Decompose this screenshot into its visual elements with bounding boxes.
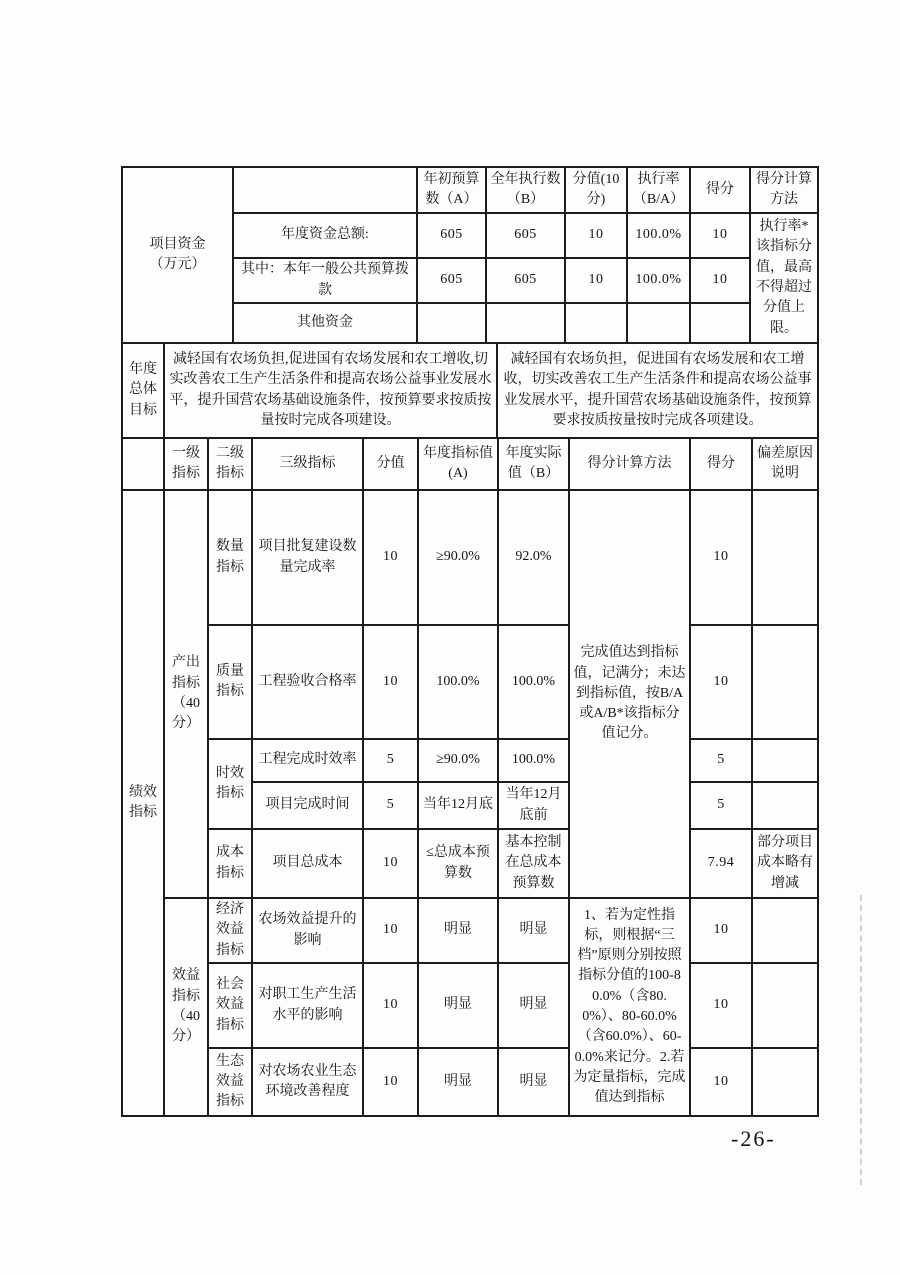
level3-indicator-label: 对农场农业生态环境改善程度 xyxy=(252,1048,363,1116)
funding-header-points: 分值(10分) xyxy=(565,167,627,213)
evaluation-tables xyxy=(121,166,819,1117)
level2-indicator-label: 生态效益指标 xyxy=(208,1048,252,1116)
performance-indicator-table xyxy=(121,437,819,1117)
funding-budget-value xyxy=(417,303,486,343)
indicator-target-value: ≥90.0% xyxy=(418,490,498,625)
funding-header-exec-rate: 执行率（B/A） xyxy=(627,167,690,213)
level2-indicator-label: 经济效益指标 xyxy=(208,898,252,963)
level3-indicator-label: 项目完成时间 xyxy=(252,782,363,829)
funding-exec-rate-value: 100.0% xyxy=(627,258,690,303)
indicator-target-value: 100.0% xyxy=(418,625,498,739)
indicator-score-value: 10 xyxy=(690,1048,752,1116)
funding-executed-value: 605 xyxy=(486,258,565,303)
funding-executed-value: 605 xyxy=(486,213,565,258)
indicator-target-value: 明显 xyxy=(418,898,498,963)
indicator-row-social-benefit xyxy=(122,963,818,1048)
indicator-header-deviation: 偏差原因说明 xyxy=(752,438,818,490)
indicator-points-value: 10 xyxy=(363,898,418,963)
indicator-deviation-note xyxy=(752,625,818,739)
indicator-header-row xyxy=(122,438,818,490)
funding-section-label xyxy=(122,167,233,343)
indicator-score-value: 10 xyxy=(690,490,752,625)
project-funding-table xyxy=(121,166,819,344)
indicator-header-actual: 年度实际值（B） xyxy=(498,438,569,490)
indicator-actual-value: 明显 xyxy=(498,1048,569,1116)
funding-budget-value: 605 xyxy=(417,213,486,258)
indicator-header-score: 得分 xyxy=(690,438,752,490)
benefit-indicator-group-label: 效益指标（40分） xyxy=(164,898,208,1116)
indicator-deviation-note xyxy=(752,898,818,963)
indicator-target-value: 当年12月底 xyxy=(418,782,498,829)
indicator-points-value: 10 xyxy=(363,490,418,625)
indicator-header-method: 得分计算方法 xyxy=(569,438,690,490)
output-score-method-text: 完成值达到指标值，记满分；未达到指标值，按B/A或A/B*该指标分值记分。 xyxy=(569,490,690,898)
annual-goal-label: 年度总体目标 xyxy=(122,343,164,438)
level2-indicator-label: 社会效益指标 xyxy=(208,963,252,1048)
funding-row-label: 年度资金总额: xyxy=(233,213,417,258)
indicator-deviation-note xyxy=(752,739,818,782)
funding-header-executed-b: 全年执行数（B） xyxy=(486,167,565,213)
annual-goal-left-text: 减轻国有农场负担,促进国有农场发展和农工增收,切实改善农工生产生活条件和提高农场公益事业发展水平，提升国营农场基础设施条件，按预算要求按质按量按时完成各项建设。 xyxy=(164,343,497,438)
funding-header-budget-a: 年初预算数（A） xyxy=(417,167,486,213)
indicator-actual-value: 92.0% xyxy=(498,490,569,625)
indicator-actual-value: 基本控制在总成本预算数 xyxy=(498,829,569,898)
indicator-target-value: ≤总成本预算数 xyxy=(418,829,498,898)
output-indicator-group-label: 产出指标（40分） xyxy=(164,490,208,898)
indicator-target-value: ≥90.0% xyxy=(418,739,498,782)
funding-row-label: 其他资金 xyxy=(233,303,417,343)
indicator-actual-value: 100.0% xyxy=(498,739,569,782)
indicator-target-value: 明显 xyxy=(418,1048,498,1116)
indicator-deviation-note xyxy=(752,963,818,1048)
funding-header-score: 得分 xyxy=(690,167,750,213)
indicator-header-level3: 三级指标 xyxy=(252,438,363,490)
indicator-score-value: 5 xyxy=(690,739,752,782)
level2-indicator-label: 成本指标 xyxy=(208,829,252,898)
indicator-row-quality xyxy=(122,625,818,739)
indicator-actual-value: 100.0% xyxy=(498,625,569,739)
indicator-actual-value: 当年12月底前 xyxy=(498,782,569,829)
level3-indicator-label: 对职工生产生活水平的影响 xyxy=(252,963,363,1048)
indicator-points-value: 10 xyxy=(363,625,418,739)
funding-empty-header-cell xyxy=(233,167,417,213)
level2-indicator-label: 质量指标 xyxy=(208,625,252,739)
indicator-actual-value: 明显 xyxy=(498,963,569,1048)
funding-score-value xyxy=(690,303,750,343)
indicator-score-value: 10 xyxy=(690,625,752,739)
level3-indicator-label: 工程完成时效率 xyxy=(252,739,363,782)
funding-score-value: 10 xyxy=(690,213,750,258)
indicator-header-level1: 一级指标 xyxy=(164,438,208,490)
indicator-row-cost xyxy=(122,829,818,898)
funding-header-score-method: 得分计算方法 xyxy=(750,167,818,213)
indicator-deviation-note: 部分项目成本略有增减 xyxy=(752,829,818,898)
indicator-actual-value: 明显 xyxy=(498,898,569,963)
indicator-points-value: 5 xyxy=(363,782,418,829)
performance-indicator-label: 绩效指标 xyxy=(122,490,164,1116)
funding-exec-rate-value: 100.0% xyxy=(627,213,690,258)
indicator-row-economic-benefit xyxy=(122,898,818,963)
funding-points-value xyxy=(565,303,627,343)
indicator-points-value: 5 xyxy=(363,739,418,782)
annual-goal-row xyxy=(122,343,818,438)
indicator-header-points: 分值 xyxy=(363,438,418,490)
funding-score-method-text: 执行率*该指标分值，最高不得超过分值上限。 xyxy=(750,213,818,343)
indicator-row-ecological-benefit xyxy=(122,1048,818,1116)
funding-header-row xyxy=(122,167,818,213)
indicator-deviation-note xyxy=(752,1048,818,1116)
level3-indicator-label: 项目批复建设数量完成率 xyxy=(252,490,363,625)
indicator-points-value: 10 xyxy=(363,829,418,898)
page-number: -26- xyxy=(731,1126,776,1151)
funding-points-value: 10 xyxy=(565,213,627,258)
funding-budget-value: 605 xyxy=(417,258,486,303)
indicator-row-timeliness-rate xyxy=(122,739,818,782)
level3-indicator-label: 工程验收合格率 xyxy=(252,625,363,739)
indicator-points-value: 10 xyxy=(363,963,418,1048)
annual-goal-right-text: 减轻国有农场负担，促进国有农场发展和农工增收，切实改善农工生产生活条件和提高农场公益事业发展水平，提升国营农场基础设施条件，按预算要求按质按量按时完成各项建设。 xyxy=(497,343,818,438)
level2-indicator-label: 时效指标 xyxy=(208,739,252,829)
indicator-row-quantity xyxy=(122,490,818,625)
indicator-score-value: 10 xyxy=(690,963,752,1048)
indicator-deviation-note xyxy=(752,782,818,829)
indicator-score-value: 10 xyxy=(690,898,752,963)
indicator-deviation-note xyxy=(752,490,818,625)
level3-indicator-label: 项目总成本 xyxy=(252,829,363,898)
funding-exec-rate-value xyxy=(627,303,690,343)
funding-section-label-line2: （万元） xyxy=(149,257,206,272)
funding-section-label-line1: 项目资金 xyxy=(149,236,206,252)
funding-executed-value xyxy=(486,303,565,343)
indicator-target-value: 明显 xyxy=(418,963,498,1048)
indicator-header-level2: 二级指标 xyxy=(208,438,252,490)
benefit-score-method-text: 1、若为定性指标，则根据“三档”原则分别按照指标分值的100-80.0%（含80.0%）、80-60.0%（含60.0%）、60-0.0%来记分。2.若为定量指标，完成值达到指标 xyxy=(569,898,690,1116)
funding-points-value: 10 xyxy=(565,258,627,303)
indicator-empty-header-cell xyxy=(122,438,164,490)
level3-indicator-label: 农场效益提升的影响 xyxy=(252,898,363,963)
indicator-score-value: 7.94 xyxy=(690,829,752,898)
scan-artifact-line xyxy=(860,895,862,1185)
funding-score-value: 10 xyxy=(690,258,750,303)
annual-goal-table xyxy=(121,342,819,439)
indicator-score-value: 5 xyxy=(690,782,752,829)
indicator-header-target: 年度指标值(A) xyxy=(418,438,498,490)
level2-indicator-label: 数量指标 xyxy=(208,490,252,625)
indicator-points-value: 10 xyxy=(363,1048,418,1116)
funding-row-label: 其中：本年一般公共预算拨款 xyxy=(233,258,417,303)
